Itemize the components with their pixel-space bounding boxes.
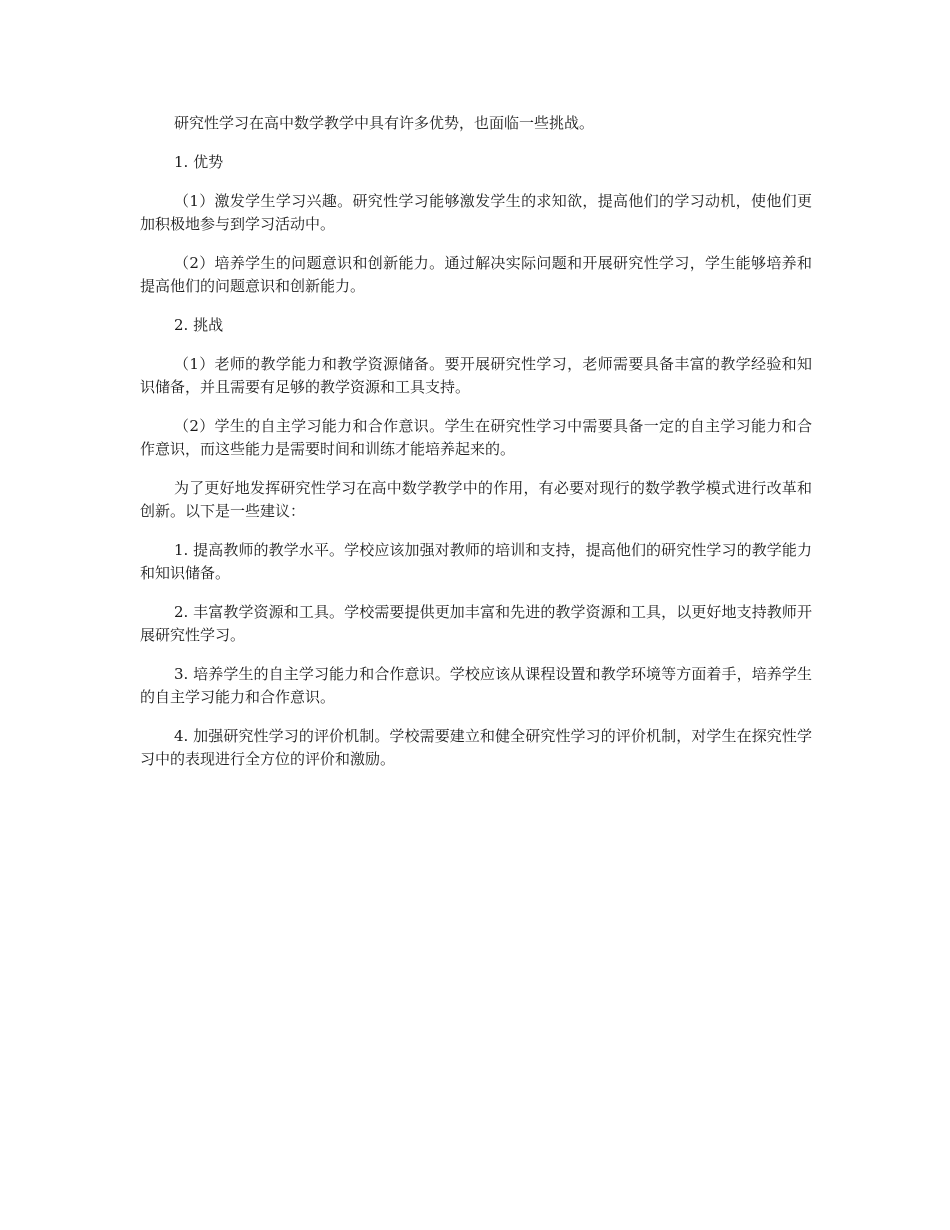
suggestions-intro-paragraph: 为了更好地发挥研究性学习在高中数学教学中的作用，有必要对现行的数学教学模式进行改革和创新。以下是一些建议： — [140, 479, 812, 520]
intro-paragraph: 研究性学习在高中数学教学中具有许多优势，也面临一些挑战。 — [174, 114, 595, 132]
section-heading-advantages: 1. 优势 — [174, 153, 224, 171]
challenge-item-1: （1）老师的教学能力和教学资源储备。要开展研究性学习，老师需要具备丰富的教学经验和知识储备，并且需要有足够的教学资源和工具支持。 — [140, 355, 812, 396]
suggestion-item-2: 2. 丰富教学资源和工具。学校需要提供更加丰富和先进的教学资源和工具，以更好地支持教师开展研究性学习。 — [140, 603, 812, 644]
advantage-item-1: （1）激发学生学习兴趣。研究性学习能够激发学生的求知欲，提高他们的学习动机，使他们更加积极地参与到学习活动中。 — [140, 192, 812, 233]
suggestion-item-3: 3. 培养学生的自主学习能力和合作意识。学校应该从课程设置和教学环境等方面着手，培养学生的自主学习能力和合作意识。 — [140, 665, 812, 706]
section-heading-challenges: 2. 挑战 — [174, 316, 224, 334]
suggestion-item-1: 1. 提高教师的教学水平。学校应该加强对教师的培训和支持，提高他们的研究性学习的教学能力和知识储备。 — [140, 541, 812, 582]
document-page — [140, 112, 812, 787]
suggestion-item-4: 4. 加强研究性学习的评价机制。学校需要建立和健全研究性学习的评价机制，对学生在探究性学习中的表现进行全方位的评价和激励。 — [140, 727, 812, 768]
challenge-item-2: （2）学生的自主学习能力和合作意识。学生在研究性学习中需要具备一定的自主学习能力和合作意识，而这些能力是需要时间和训练才能培养起来的。 — [140, 417, 812, 458]
advantage-item-2: （2）培养学生的问题意识和创新能力。通过解决实际问题和开展研究性学习，学生能够培养和提高他们的问题意识和创新能力。 — [140, 254, 812, 295]
